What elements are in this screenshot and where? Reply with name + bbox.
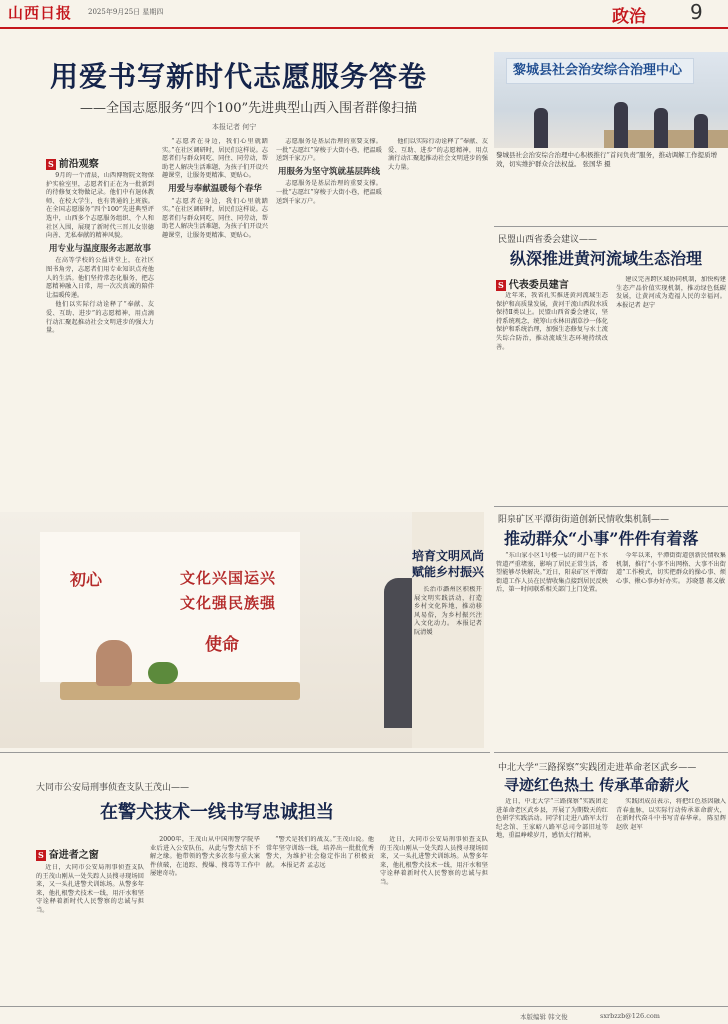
bottom-right-kicker: 中北大学“三路探察”实践团走进革命老区武乡——	[498, 763, 697, 773]
bottom-right-col-2: 实践团成员表示，将把红色基因融入青春血脉，以实际行动传承革命薪火，在新时代奋斗中书写青春华章。 陈星辉 赵欣 赵军	[616, 798, 726, 831]
masthead-rule	[0, 27, 728, 29]
lead-col-4: 他们以实际行动诠释了“奉献、友爱、互助、进步”的志愿精神，用点滴行动汇聚起推动社会文明进步的强大力量。	[388, 138, 488, 171]
bottom-left-headline: 在警犬技术一线书写忠诚担当	[100, 802, 334, 823]
bottom-left-section-title: S 奋进者之窗	[38, 850, 99, 861]
right-story2-col-1: “东山家小区1号楼一层的窗户在下水管道严重堵塞，影响了居民正常生活，希望能够尽快解决。”近日，阳泉矿区平潭街街道工作人员在民情收集点接到居民反映后，第一时间联系相关部门上门处置。	[496, 552, 608, 594]
bottom-right-headline: 寻迹红色热土 传承革命薪火	[504, 776, 690, 794]
news-photo-justice-center	[494, 52, 728, 148]
right-story1-col-2: 建议完善跨区域协同机制，加快构建生态产品价值实现机制，推动绿色低碳发展，让黄河成为造福人民的幸福河。 本报记者 赵宁	[616, 276, 726, 309]
lead-subhead: ——全国志愿服务“四个100”先进典型山西入围者群像扫描	[80, 101, 418, 116]
issue-date: 2025年9月25日 星期四	[88, 8, 164, 16]
photo-side-headline: 培育文明风尚 赋能乡村振兴	[412, 549, 485, 579]
photo-banner-text: 黎城县社会治安综合治理中心	[506, 58, 694, 84]
bottom-right-col-1: 近日，中北大学“三路探察”实践团走进革命老区武乡县，开展了为期数天的红色研学实践活动。同学们走进八路军太行纪念馆、王家峪八路军总司令部旧址等地，重温峥嵘岁月，感悟太行精神。	[496, 798, 608, 840]
section-name: 政治	[612, 7, 646, 27]
lead-col-3: 志愿服务是基层治理的重要支撑。一批“志愿红”穿梭于大街小巷，把温暖送到千家万户。 用服务为坚守筑就基层阵线 志愿服务是基层治理的重要支撑。一批“志愿红”穿梭于大街小巷，把温暖送到千家万户。	[276, 138, 382, 205]
right-story2-kicker: 阳泉矿区平潭街街道创新民情收集机制——	[498, 515, 670, 525]
lead-headline: 用爱书写新时代志愿服务答卷	[50, 60, 428, 93]
wall-text-initial: 初心	[70, 570, 103, 589]
bottom-left-col-2: 2000年，王茂山从中国刑警学院毕业后进入公安队伍，从此与警犬结下不解之缘。他带领的警犬多次参与重大案件侦破，在追踪、搜爆、搜毒等工作中屡建奇功。	[150, 836, 260, 878]
photo-side-text: 长治市潞州区积极开展文明实践活动，打造乡村文化阵地，推动移风易俗，为乡村振兴注入文化动力。 本报记者 阮清媛	[414, 586, 482, 636]
right-story2-col-2: 今年以来，平潭街街道创新民情收集机制，推行“小事不出网格、大事不出街道”工作模式，切实把群众的操心事、烦心事、揪心事办好办实。 苏晓慧 郝义敏	[616, 552, 726, 585]
lead-section-title: S 前沿观察	[48, 159, 99, 170]
right-story1-kicker: 民盟山西省委会建议——	[498, 235, 598, 245]
footer-email: sxrbzzb@126.com	[600, 1012, 660, 1020]
wall-mission: 使命	[205, 635, 239, 655]
lead-col-2: “志愿者在身边，我们心里就踏实。”在社区调研时，居民们这样说。志愿者们与群众同吃、同住、同劳动，帮助老人解决生活难题，为孩子们开设兴趣课堂，让服务更精准、更贴心。 用爱与奉献温暖每个春华 “志愿者在身边，我们心里就踏实。”在社区调研时，居民们这样说。志愿者们与群众同吃、同住、同劳动，帮助老人解决生活难题，为孩子们开设兴趣课堂，让服务更精准、更贴心。	[162, 138, 268, 239]
wall-motto: 文化兴国运兴 文化强民族强	[180, 569, 277, 612]
right-story1-col-1: 近年来，我省扎实推进黄河流域生态保护和高质量发展，黄河干流山西段水质保持Ⅱ类以上。民盟山西省委会建议，坚持系统观念，统筹山水林田湖草沙一体化保护和系统治理，加强生态修复与水土流失综合防治，推动流域生态环境持续改善。	[496, 292, 608, 351]
lead-col-1: 9月的一个清晨，山西博物院文物保护实验室里，志愿者们正在为一批新到的待修复文物做记录。他们中有退休教师、在校大学生，也有普通的上班族。在全国志愿服务“四个100”先进典型评选中，山西多个志愿服务组织、个人和社区入围，展现了新时代三晋儿女崇德向善、无私奉献的精神风貌。 用专业与温度服务志愿故事 在高等学校的公益讲堂上，在社区图书角旁，志愿者们用专业知识点亮他人的生活。他们坚持常态化服务，把志愿精神融入日常，用一次次真诚的陪伴让温暖传递。 他们以实际行动诠释了“奉献、友爱、互助、进步”的志愿精神，用点滴行动汇聚起推动社会文明进步的强大力量。	[46, 172, 154, 335]
footer-editor: 本版编辑 韩文俊	[520, 1013, 568, 1021]
right-story1-section-title: S 代表委员建言	[498, 280, 569, 291]
page-number: 9	[690, 0, 703, 24]
bottom-left-col-3: “警犬是我们的战友。”王茂山说。他常年坚守训练一线，培养出一批批优秀警犬，为维护社会稳定作出了积极贡献。 本报记者 孟志远	[266, 836, 374, 869]
photo-caption: 黎城县社会治安综合治理中心积极推行“首问负责”服务，推动调解工作提质增效，切实维护群众合法权益。 张国华 摄	[496, 151, 718, 168]
bottom-left-kicker: 大同市公安局刑事侦查支队王茂山——	[36, 783, 190, 793]
lead-byline: 本报记者 何宁	[212, 123, 257, 131]
masthead-logo: 山西日报	[8, 4, 73, 22]
bottom-left-col-4: 近日，大同市公安局刑事侦查支队的王茂山刚从一处失踪人员搜寻现场回来，又一头扎进警犬训练场。从警多年来，他扎根警犬技术一线，用汗水和坚守诠释着新时代人民警察的忠诚与担当。	[380, 836, 488, 886]
bottom-left-col-1: 近日，大同市公安局刑事侦查支队的王茂山刚从一处失踪人员搜寻现场回来，又一头扎进警犬训练场。从警多年来，他扎根警犬技术一线，用汗水和坚守诠释着新时代人民警察的忠诚与担当。	[36, 864, 144, 914]
right-story1-headline: 纵深推进黄河流域生态治理	[510, 249, 703, 268]
right-story2-headline: 推动群众“小事”件件有着落	[504, 529, 699, 548]
